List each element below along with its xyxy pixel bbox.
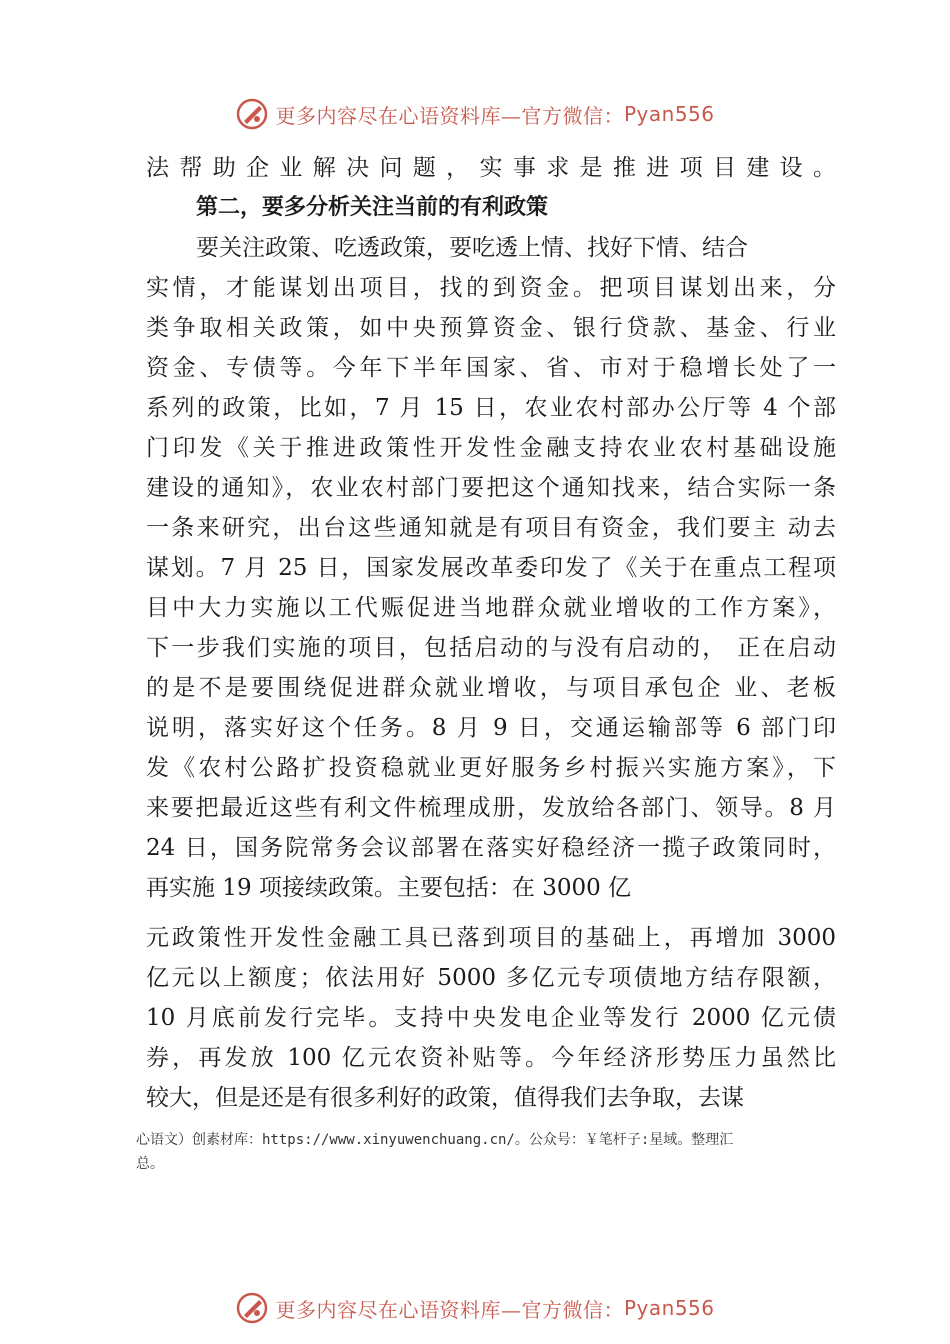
- banner-contact: Pyan556: [623, 1296, 715, 1320]
- paragraph-line: 谋划。7 月 25 日，国家发展改革委印发了《关于在重点工程项: [146, 555, 836, 581]
- footnote: [136, 1128, 836, 1176]
- paragraph-line: 类争取相关政策，如中央预算资金、银行贷款、基金、行业: [146, 315, 836, 341]
- footer-banner: [0, 1288, 950, 1328]
- paragraph-line: 券，再发放 100 亿元农资补贴等。今年经济形势压力虽然比: [146, 1045, 836, 1071]
- paragraph-line: 来要把最近这些有利文件梳理成册，发放给各部门、领导。8 月: [146, 795, 836, 821]
- paragraph-line: 再实施 19 项接续政策。主要包括：在 3000 亿: [146, 875, 632, 901]
- paragraph-line: 较大，但是还是有很多利好的政策，值得我们去争取，去谋: [146, 1085, 744, 1111]
- banner-text: 更多内容尽在心语资料库—官方微信：: [275, 1297, 624, 1322]
- pen-seal-icon: [235, 97, 269, 131]
- paragraph-line: 资金、专债等。今年下半年国家、省、市对于稳增长处了一: [146, 355, 836, 381]
- paragraph-line: 要关注政策、吃透政策，要吃透上情、找好下情、结合: [196, 235, 748, 261]
- paragraph-line: 亿元以上额度；依法用好 5000 多亿元专项债地方结存限额，: [146, 965, 836, 991]
- paragraph-line: 10 月底前发行完毕。支持中央发电企业等发行 2000 亿元债: [146, 1005, 836, 1031]
- header-banner: [0, 94, 950, 134]
- banner-contact: Pyan556: [623, 102, 715, 126]
- banner-text: 更多内容尽在心语资料库—官方微信：: [275, 103, 624, 128]
- paragraph-line: 目中大力实施以工代赈促进当地群众就业增收的工作方案》，: [146, 595, 836, 621]
- paragraph-line: 的是不是要围绕促进群众就业增收，与项目承包企 业、老板: [146, 675, 836, 701]
- pen-seal-icon: [235, 1291, 269, 1325]
- section-heading: 第二，要多分析关注当前的有利政策: [196, 195, 549, 220]
- paragraph-line: 24 日，国务院常务会议部署在落实好稳经济一揽子政策同时，: [146, 835, 836, 861]
- paragraph-line: 发《农村公路扩投资稳就业更好服务乡村振兴实施方案》，下: [146, 755, 836, 781]
- footnote-line: 心语文）创素材库：https://www.xinyuwenchuang.cn/。公众号：￥笔杆子:星域。整理汇: [136, 1132, 734, 1148]
- document-body: [146, 148, 836, 1118]
- paragraph-line: 系列的政策，比如，7 月 15 日，农业农村部办公厅等 4 个部: [146, 395, 836, 421]
- footnote-line: 总。: [136, 1156, 164, 1172]
- paragraph-line: 建设的通知》，农业农村部门要把这个通知找来，结合实际一条: [146, 475, 836, 501]
- paragraph-line: 法帮助企业解决问题，实事求是推进项目建设。: [146, 155, 836, 181]
- paragraph-line: 元政策性开发性金融工具已落到项目的基础上，再增加 3000: [146, 925, 836, 951]
- paragraph-line: 一条来研究，出台这些通知就是有项目有资金，我们要主 动去: [146, 515, 836, 541]
- paragraph-line: 下一步我们实施的项目，包括启动的与没有启动的， 正在启动: [146, 635, 836, 661]
- paragraph-line: 实情，才能谋划出项目，找的到资金。把项目谋划出来，分: [146, 275, 836, 301]
- paragraph-line: 说明，落实好这个任务。8 月 9 日，交通运输部等 6 部门印: [146, 715, 836, 741]
- paragraph-line: 门印发《关于推进政策性开发性金融支持农业农村基础设施: [146, 435, 836, 461]
